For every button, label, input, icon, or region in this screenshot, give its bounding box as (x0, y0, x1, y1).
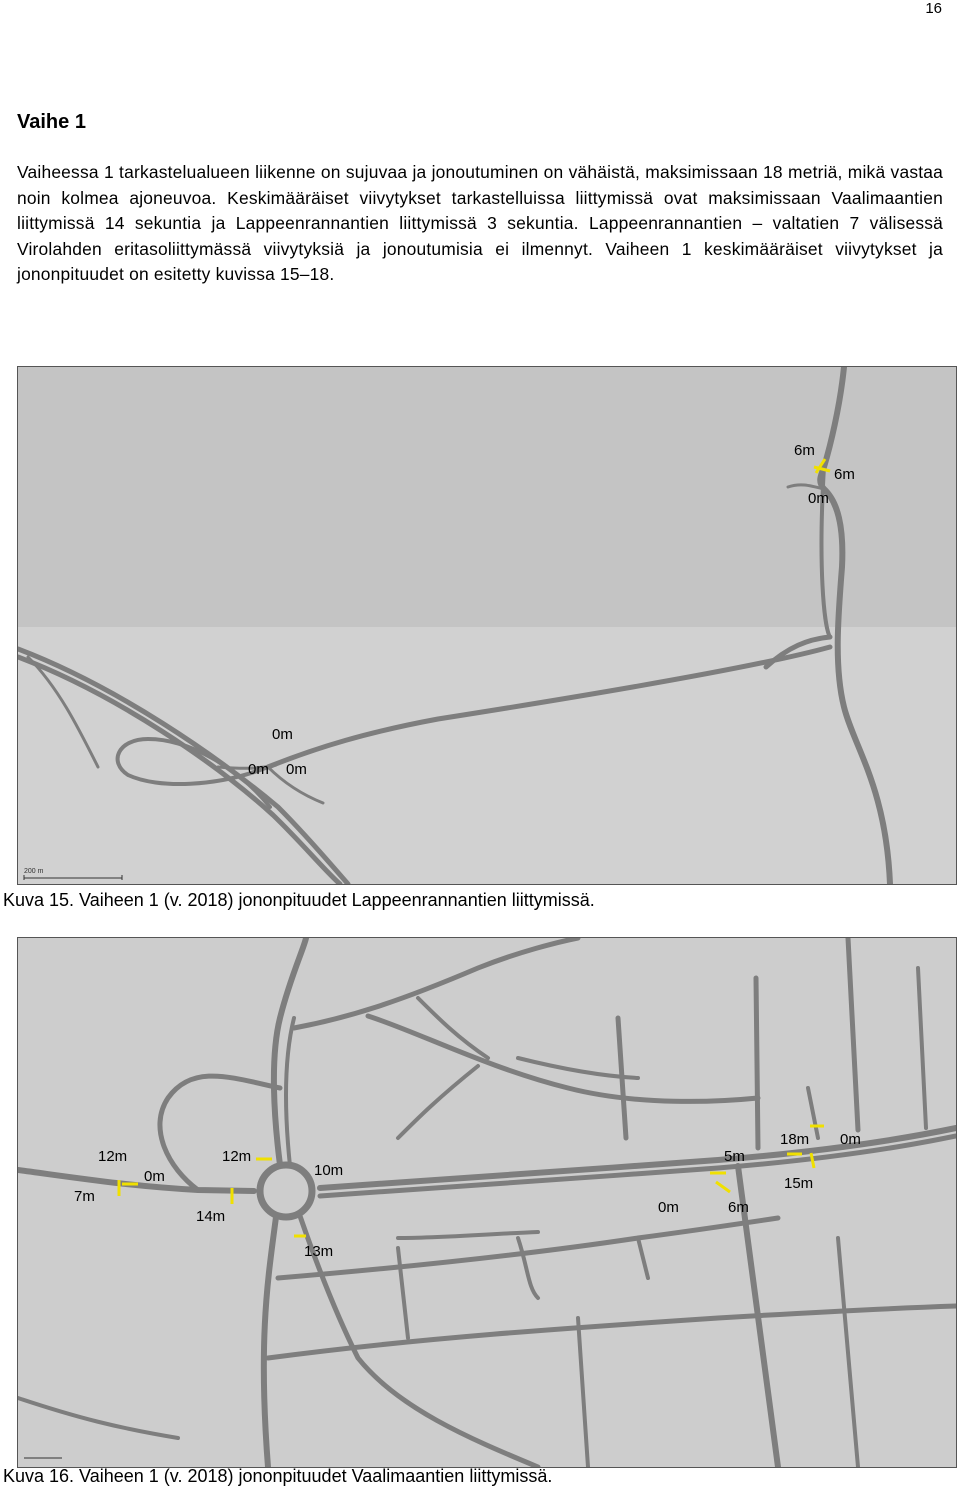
map-background (18, 938, 956, 1467)
queue-label: 12m (222, 1148, 252, 1165)
queue-label: 6m (834, 466, 855, 483)
figure-16-caption: Kuva 16. Vaiheen 1 (v. 2018) jononpituudet Vaalimaantien liittymissä. (3, 1466, 553, 1486)
queue-label: 0m (808, 490, 829, 507)
queue-label: 12m (98, 1148, 128, 1165)
queue-label: 0m (248, 761, 269, 778)
scale-label: 200 m (24, 868, 44, 875)
map-background-bottom (18, 627, 956, 884)
queue-label: 15m (784, 1175, 814, 1192)
queue-label: 10m (314, 1162, 344, 1179)
section-heading: Vaihe 1 (17, 111, 86, 133)
queue-label: 5m (724, 1148, 745, 1165)
queue-label: 7m (74, 1188, 95, 1205)
queue-label: 14m (196, 1208, 226, 1225)
queue-label: 0m (840, 1131, 861, 1148)
queue-label: 0m (144, 1168, 165, 1185)
queue-label: 6m (794, 442, 815, 459)
figure-15-map (17, 366, 957, 885)
queue-label: 13m (304, 1243, 334, 1260)
queue-label: 6m (728, 1199, 749, 1216)
figure-16-map (17, 937, 957, 1468)
queue-label: 0m (658, 1199, 679, 1216)
queue-label: 0m (286, 761, 307, 778)
body-paragraph: Vaiheessa 1 tarkastelualueen liikenne on sujuvaa ja jonoutuminen on vähäistä, maksimissaan 18 metriä, mikä vastaa noin kolmea ajoneuvoa. Keskimääräiset viivytykset tarkastelluissa liittymissä ovat maksimissaan Vaalimaantien liittymissä 14 sekuntia ja Lappeenrannantien liittymissä 3 sekuntia. Lappeenrannantien – valtatien 7 välisessä Virolahden eritasoliittymässä viivytyksiä ja jonoutumisia ei ilmennyt. Vaiheen 1 keskimääräiset viivytykset ja jononpituudet on esitetty kuvissa 15–18. (17, 162, 943, 285)
page-number: 16 (925, 0, 942, 17)
queue-label: 18m (780, 1131, 810, 1148)
figure-15-caption: Kuva 15. Vaiheen 1 (v. 2018) jononpituudet Lappeenrannantien liittymissä. (3, 890, 595, 910)
queue-label: 0m (272, 726, 293, 743)
